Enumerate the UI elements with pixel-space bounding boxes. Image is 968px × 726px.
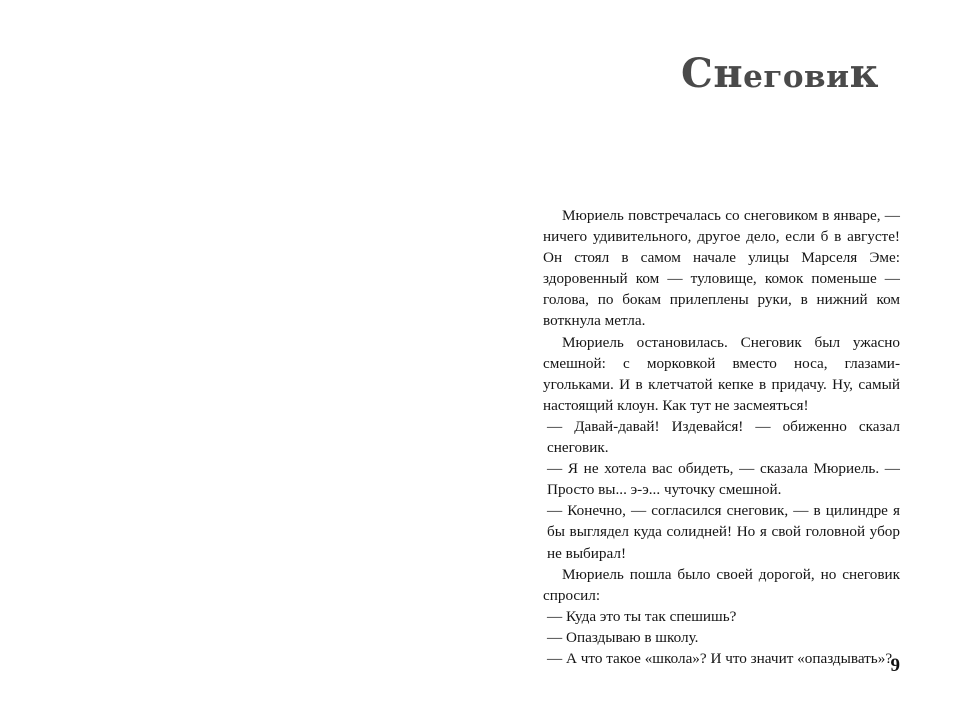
dialogue-paragraph: — А что такое «школа»? И что значит «опаздывать»? (547, 649, 893, 667)
dialogue-paragraph: — Я не хотела вас обидеть, — сказала Мюриель. — Просто вы... э-э... чуточку смешной. (547, 460, 900, 499)
narrative-paragraph: Мюриель пошла было своей дорогой, но снеговик спросил: (543, 565, 900, 604)
title-letter-7: к (849, 50, 879, 97)
narrative-paragraph: Мюриель повстречалась со снеговиком в январе, — ничего удивительного, другое дело, если б в августе! Он стоял в самом начале улицы Марселя Эме: здоровенный ком — туловище, комок поменьше — голова, по бокам прилеплены руки, в нижний ком воткнула метла. (543, 207, 900, 330)
dialogue-paragraph: — Опаздываю в школу. (547, 628, 699, 646)
title-letter-0: С (681, 50, 714, 97)
title-letter-6: и (826, 59, 850, 95)
title-letter-4: о (782, 59, 805, 95)
title-letter-3: г (763, 59, 783, 95)
title-letter-1: н (713, 50, 744, 97)
narrative-paragraph: Мюриель остановилась. Снеговик был ужасно смешной: с морковкой вместо носа, глазами-угольками. И в клетчатой кепке в придачу. Ну, самый настоящий клоун. Как тут не засмеяться! (543, 333, 900, 414)
title-letter-5: в (804, 59, 827, 95)
right-page (484, 0, 968, 726)
chapter-title (630, 52, 930, 99)
dialogue-paragraph: — Давай-давай! Издевайся! — обиженно сказал снеговик. (547, 417, 900, 457)
body-text-block (543, 205, 900, 669)
dialogue-paragraph: — Конечно, — согласился снеговик, — в цилиндре я бы выглядел куда солидней! Но я свой головной убор не выбирал! (547, 502, 900, 562)
page-number: 9 (890, 655, 900, 676)
title-letter-2: е (743, 59, 764, 95)
dialogue-paragraph: — Куда это ты так спешишь? (547, 607, 737, 625)
